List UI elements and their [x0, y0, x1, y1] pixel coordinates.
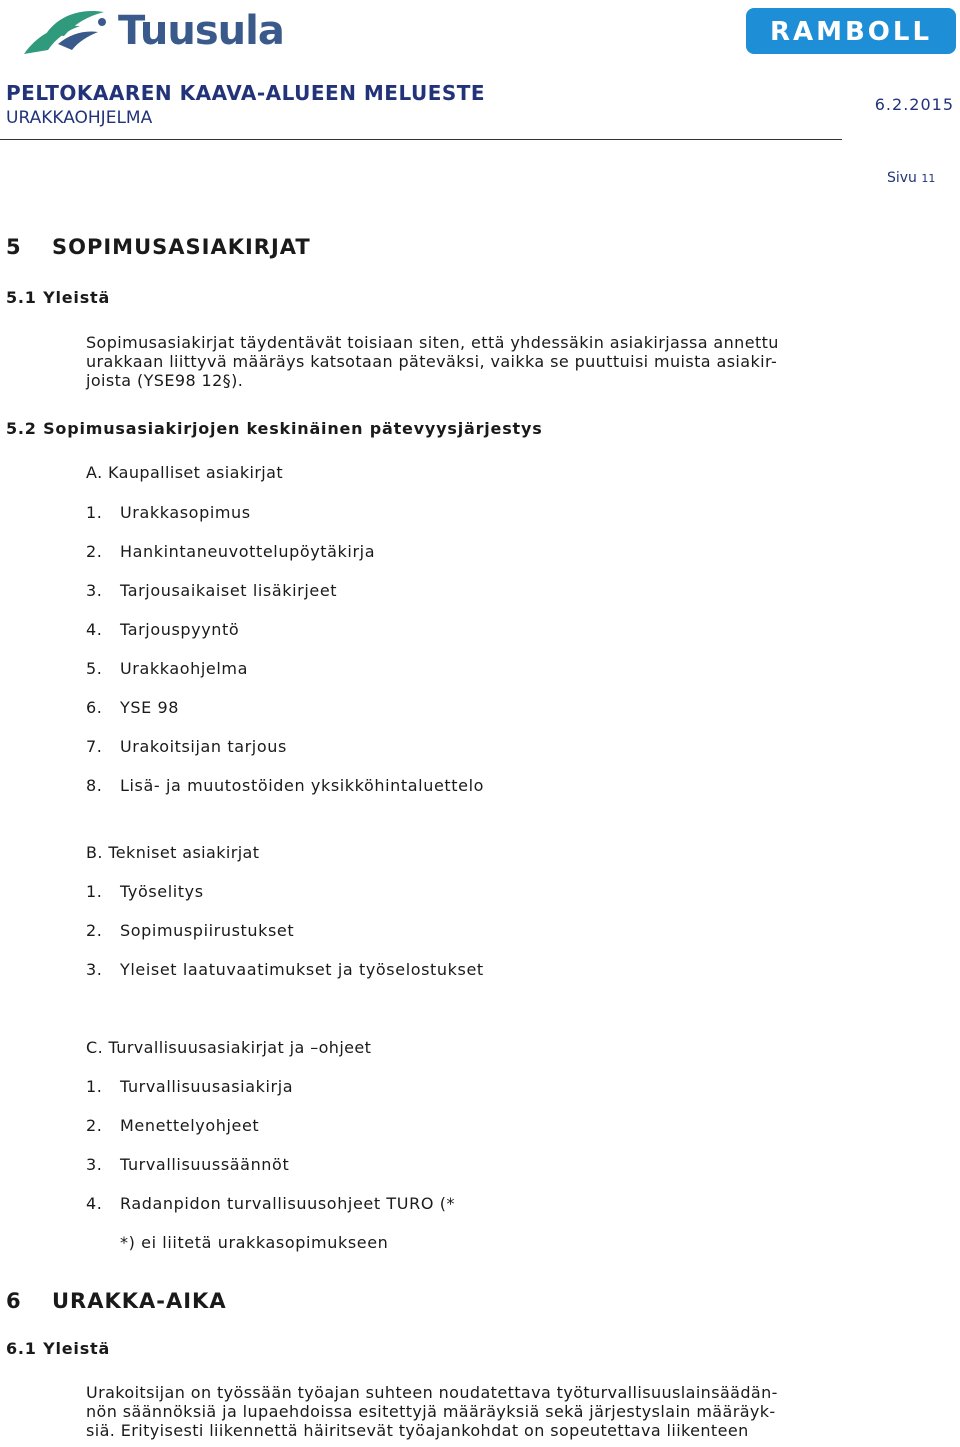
section-5-heading: [6, 235, 311, 259]
paragraph-line: siä. Erityisesti liikennettä häiritsevät työajankohdat on sopeutettava liikenteen: [86, 1421, 749, 1440]
section-5-1-heading: 5.1 Yleistä: [6, 288, 111, 307]
paragraph-line: joista (YSE98 12§).: [86, 371, 244, 390]
list-item: 3. Yleiset laatuvaatimukset ja työselostukset: [86, 960, 484, 979]
section-6-1-heading: 6.1 Yleistä: [6, 1339, 111, 1358]
list-item: 1. Työselitys: [86, 882, 204, 901]
section-number: 5: [6, 235, 22, 259]
list-item: 5. Urakkaohjelma: [86, 659, 249, 678]
document-date: 6.2.2015: [874, 95, 954, 114]
ramboll-logo: [746, 8, 956, 54]
list-item: 6. YSE 98: [86, 698, 180, 717]
list-item: 2. Menettelyohjeet: [86, 1116, 260, 1135]
list-item: 3. Tarjousaikaiset lisäkirjeet: [86, 581, 338, 600]
list-item: 8. Lisä- ja muutostöiden yksikköhintaluettelo: [86, 776, 485, 795]
group-b-title: B. Tekniset asiakirjat: [86, 843, 260, 862]
list-item: 2. Hankintaneuvottelupöytäkirja: [86, 542, 376, 561]
section-6-1-paragraph: [86, 1383, 846, 1440]
paragraph-line: Sopimusasiakirjat täydentävät toisiaan siten, että yhdessäkin asiakirjassa annettu: [86, 333, 779, 352]
paragraph-line: Urakoitsijan on työssään työajan suhteen noudatettava työturvallisuuslainsäädän-: [86, 1383, 778, 1402]
group-c-title: C. Turvallisuusasiakirjat ja –ohjeet: [86, 1038, 372, 1057]
list-item: 1. Urakkasopimus: [86, 503, 251, 522]
page-number: [887, 170, 935, 186]
list-item: 1. Turvallisuusasiakirja: [86, 1077, 294, 1096]
list-item: 3. Turvallisuussäännöt: [86, 1155, 290, 1174]
section-title: SOPIMUSASIAKIRJAT: [52, 235, 311, 259]
list-item: 7. Urakoitsijan tarjous: [86, 737, 287, 756]
footnote: *) ei liitetä urakkasopimukseen: [120, 1233, 389, 1252]
tuusula-wordmark: Tuusula: [118, 8, 284, 54]
list-item: 4. Tarjouspyyntö: [86, 620, 240, 639]
page-number-value: 11: [921, 172, 936, 185]
page-label: Sivu: [887, 170, 917, 186]
ramboll-wordmark: RAMBOLL: [769, 17, 933, 47]
list-item: 4. Radanpidon turvallisuusohjeet TURO (*: [86, 1194, 456, 1213]
section-5-2-heading: 5.2 Sopimusasiakirjojen keskinäinen pätevyysjärjestys: [6, 419, 543, 438]
paragraph-line: urakkaan liittyvä määräys katsotaan päteväksi, vaikka se puuttuisi muista asiakir-: [86, 352, 778, 371]
section-number: 6: [6, 1289, 22, 1313]
section-6-heading: [6, 1289, 227, 1313]
header-divider: [0, 139, 842, 140]
document-subtitle: URAKKAOHJELMA: [6, 108, 153, 128]
tuusula-logo: [18, 4, 288, 60]
list-item: 2. Sopimuspiirustukset: [86, 921, 295, 940]
paragraph-line: nön säännöksiä ja lupaehdoissa esitettyjä määräyksiä sekä järjestyslain määräyk-: [86, 1402, 776, 1421]
document-title: PELTOKAAREN KAAVA-ALUEEN MELUESTE: [6, 81, 486, 105]
section-5-1-paragraph: [86, 333, 846, 390]
tuusula-emblem-icon: [18, 4, 118, 60]
section-title: URAKKA-AIKA: [52, 1289, 227, 1313]
group-a-title: A. Kaupalliset asiakirjat: [86, 463, 284, 482]
